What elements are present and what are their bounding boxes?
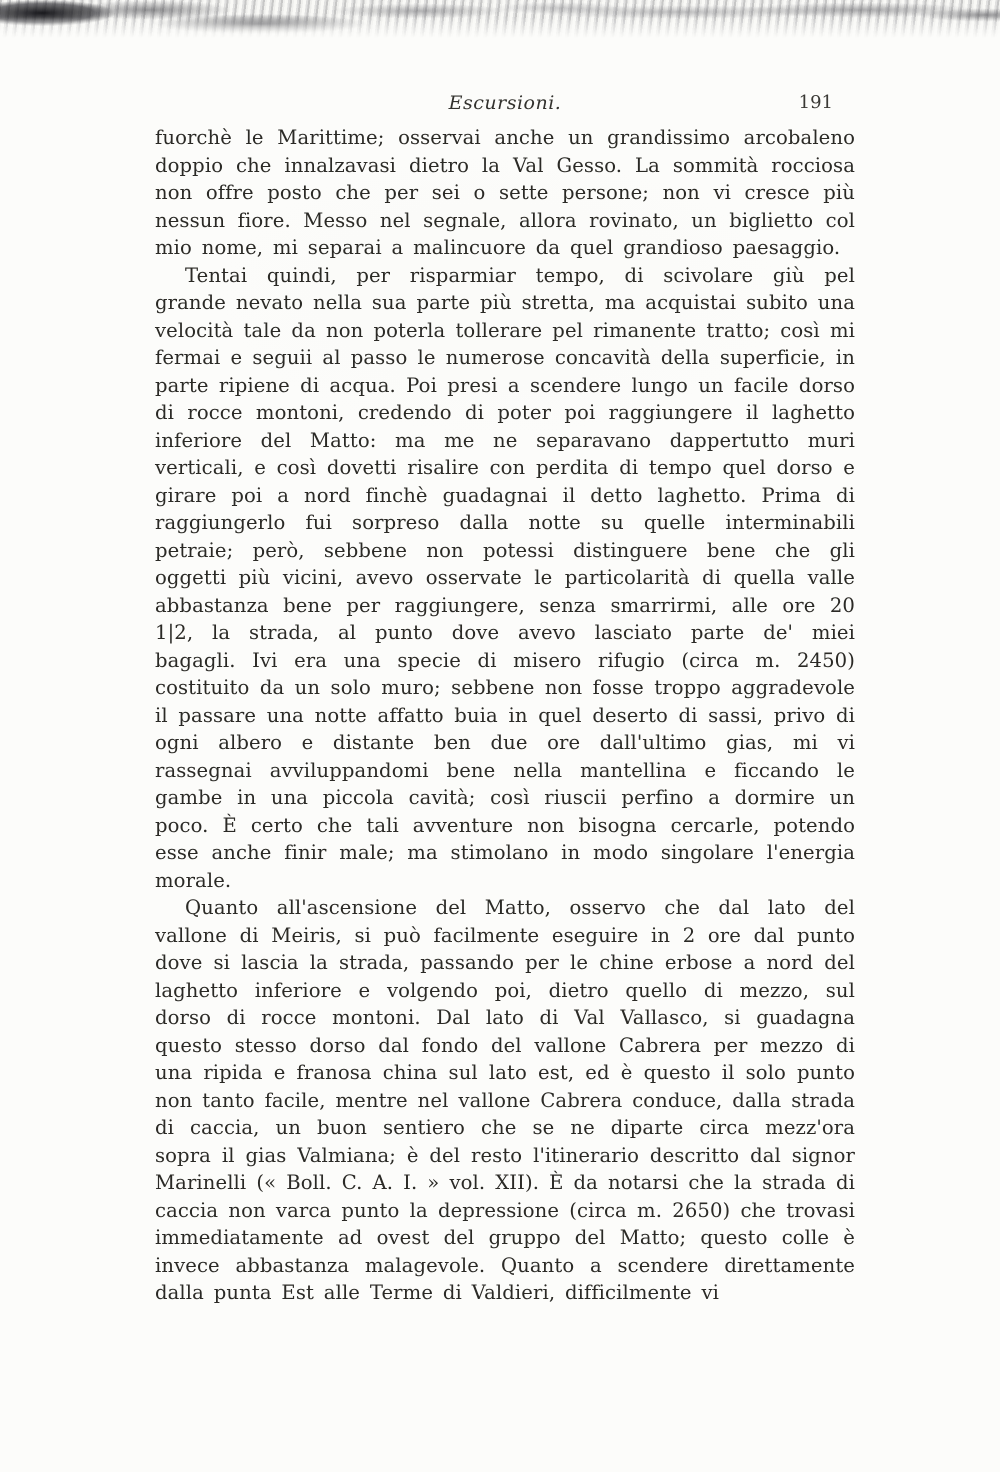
- page-number: 191: [798, 92, 833, 113]
- paragraph: Tentai quindi, per risparmiar tempo, di scivolare giù pel grande nevato nella sua parte più stretta, ma acquistai subito una velocità tale da non poterla tollerare pel rimanente tratto; così mi fermai e seguii al passo le numerose concavità della superficie, in parte ripiene di acqua. Poi presi a scendere lungo un facile dorso di rocce montoni, credendo di poter poi raggiungere il laghetto inferiore del Matto: ma me ne separavano dappertutto muri verticali, e così dovetti risalire con perdita di tempo quel dorso e girare poi a nord finchè guadagnai il detto laghetto. Prima di raggiungerlo fui sorpreso dalla notte su quelle interminabili petraie; però, sebbene non potessi distinguere bene che gli oggetti più vicini, avevo osservate le particolarità di quella valle abbastanza bene per raggiungere, senza smarrirmi, alle ore 20 1|2, la strada, al punto dove avevo lasciato parte de' miei bagagli. Ivi era una specie di misero rifugio (circa m. 2450) costituito da un solo muro; sebbene non fosse troppo aggradevole il passare una notte affatto buia in quel deserto di sassi, privo di ogni albero e distante ben due ore dall'ultimo gias, mi vi rassegnai avviluppandomi bene nella mantellina e ficcando le gambe in una piccola cavità; così riuscii perfino a dormire un poco. È certo che tali avventure non bisogna cercarle, potendo esse anche finir male; ma stimolano in modo singolare l'energia morale.: [155, 263, 855, 892]
- scan-noise-artifact: [0, 0, 1000, 38]
- paragraph: fuorchè le Marittime; osservai anche un grandissimo arcobaleno doppio che innalzavasi dietro la Val Gesso. La sommità rocciosa non offre posto che per sei o sette persone; non vi cresce più nessun fiore. Messo nel segnale, allora rovinato, un biglietto col mio nome, mi separai a malincuore da quel grandioso paesaggio.: [155, 126, 855, 259]
- paragraph: Quanto all'ascensione del Matto, osservo che dal lato del vallone di Meiris, si può facilmente eseguire in 2 ore dal punto dove si lascia la strada, passando per le chine erbose a nord del laghetto inferiore e volgendo poi, dietro quello di mezzo, sul dorso di rocce montoni. Dal lato di Val Vallasco, si guadagna questo stesso dorso dal fondo del vallone Cabrera per mezzo di una ripida e franosa china sul lato est, ed è questo il solo punto non tanto facile, mentre nel vallone Cabrera conduce, dalla strada di caccia, un buon sentiero che se ne diparte circa mezz'ora sopra il gias Valmiana; è del resto l'itinerario descritto dal signor Marinelli (« Boll. C. A. I. » vol. XII). È da notarsi che la strada di caccia non varca punto la depressione (circa m. 2650) che trovasi immediatamente ad ovest del gruppo del Matto; questo colle è invece abbastanza malagevole. Quanto a scendere direttamente dalla punta Est alle Terme di Valdieri, difficilmente vi: [155, 896, 855, 1304]
- running-header: [155, 92, 855, 118]
- text-block: [155, 124, 855, 1307]
- header-title: Escursioni.: [448, 92, 562, 114]
